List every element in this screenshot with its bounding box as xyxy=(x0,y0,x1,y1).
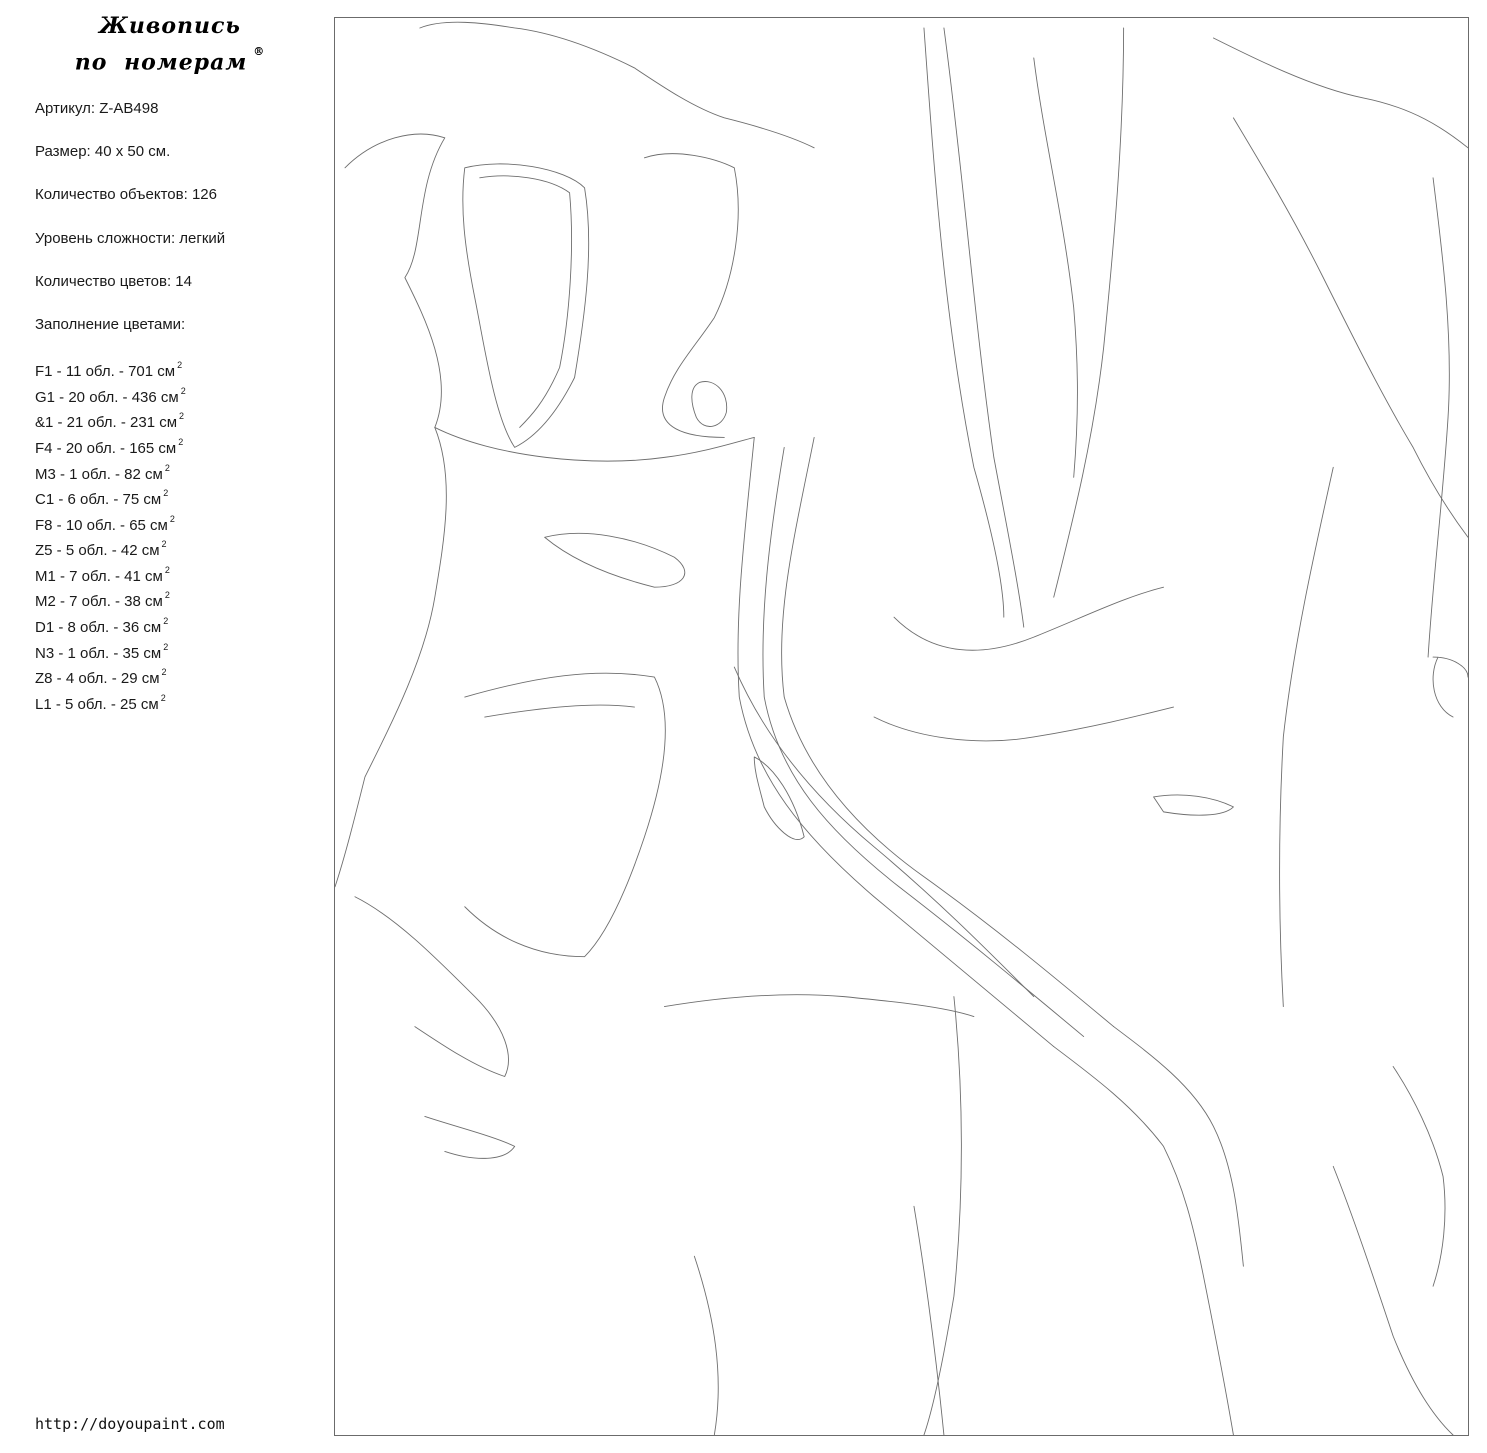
color-fill-item xyxy=(35,664,320,690)
color-fill-text: F8 - 10 обл. - 65 см xyxy=(35,516,168,534)
outline-vase-top xyxy=(420,22,814,148)
outline-leaf-right3 xyxy=(1280,467,1334,1006)
unit-superscript: 2 xyxy=(163,616,169,627)
unit-superscript: 2 xyxy=(178,436,184,447)
color-fill-item xyxy=(35,690,320,716)
outline-stem-4 xyxy=(1054,28,1124,597)
color-fill-text: L1 - 5 обл. - 25 см xyxy=(35,695,159,713)
color-count: Количество цветов: 14 xyxy=(35,272,192,290)
unit-superscript: 2 xyxy=(164,590,170,601)
unit-superscript: 2 xyxy=(177,360,183,371)
outline-leaf-right4 xyxy=(1428,178,1449,657)
color-fill-text: F4 - 20 обл. - 165 см xyxy=(35,439,177,457)
outline-speck-2 xyxy=(1154,795,1234,815)
outline-vase-left xyxy=(345,134,445,427)
outline-bottom-2 xyxy=(924,997,961,1435)
difficulty-level: Уровень сложности: легкий xyxy=(35,229,226,247)
color-fill-item xyxy=(35,639,320,665)
color-fill-item xyxy=(35,562,320,588)
outline-bottle-inner xyxy=(485,705,635,717)
unit-superscript: 2 xyxy=(160,692,166,703)
outline-oval xyxy=(692,382,727,427)
color-fill-text: F1 - 11 обл. - 701 см xyxy=(35,363,176,381)
outline-stem-1 xyxy=(924,28,1004,617)
unit-superscript: 2 xyxy=(180,385,186,396)
line-art-canvas xyxy=(334,17,1469,1436)
color-fill-item xyxy=(35,485,320,511)
unit-superscript: 2 xyxy=(163,488,169,499)
color-fill-list xyxy=(35,357,320,715)
color-fill-text: M1 - 7 обл. - 41 см xyxy=(35,567,163,585)
color-fill-item xyxy=(35,587,320,613)
object-count: Количество объектов: 126 xyxy=(35,186,217,204)
outline-flow-middle xyxy=(763,447,1084,1036)
color-fill-item xyxy=(35,460,320,486)
outline-vase-neck xyxy=(435,427,754,461)
kit-info-panel xyxy=(35,98,320,715)
outline-right-edge xyxy=(1433,657,1468,717)
canvas-size: Размер: 40 х 50 см. xyxy=(35,143,171,161)
color-fill-item xyxy=(35,357,320,383)
website-link[interactable]: http://doyoupaint.com xyxy=(35,1415,225,1433)
outline-flow-inner xyxy=(734,667,1033,997)
color-fill-item xyxy=(35,511,320,537)
unit-superscript: 2 xyxy=(164,564,170,575)
color-fill-text: C1 - 6 обл. - 75 см xyxy=(35,491,162,509)
outline-left-lower2 xyxy=(425,1116,515,1158)
outline-stem-3 xyxy=(1034,58,1078,477)
outline-flow-bottom-right xyxy=(1114,1027,1244,1267)
outline-plant-lower xyxy=(874,707,1173,741)
registered-mark: ® xyxy=(253,45,266,58)
outline-small-leaf xyxy=(545,533,685,587)
outline-flow-bottom xyxy=(1054,1047,1234,1435)
color-fill-text: &1 - 21 обл. - 231 см xyxy=(35,414,178,432)
line-art-drawing xyxy=(335,18,1468,1435)
color-fill-item xyxy=(35,434,320,460)
color-fill-text: M2 - 7 обл. - 38 см xyxy=(35,593,163,611)
unit-superscript: 2 xyxy=(169,513,175,524)
unit-superscript: 2 xyxy=(161,539,167,550)
color-fill-text: M3 - 1 обл. - 82 см xyxy=(35,465,163,483)
outline-bottom-4 xyxy=(694,1256,718,1435)
color-fill-item xyxy=(35,383,320,409)
color-fill-text: N3 - 1 обл. - 35 см xyxy=(35,644,162,662)
brand-title-line1: Живопись xyxy=(99,13,241,39)
color-fill-item xyxy=(35,408,320,434)
color-fill-item xyxy=(35,613,320,639)
outline-stem-2 xyxy=(944,28,1024,627)
unit-superscript: 2 xyxy=(163,641,169,652)
outline-cup-inner xyxy=(463,164,589,448)
outline-leaf-right2 xyxy=(1233,118,1468,537)
unit-superscript: 2 xyxy=(179,411,185,422)
color-fill-text: D1 - 8 обл. - 36 см xyxy=(35,619,162,637)
color-fill-text: Z8 - 4 обл. - 29 см xyxy=(35,670,160,688)
color-fill-text: G1 - 20 обл. - 436 см xyxy=(35,388,179,406)
article-number: Артикул: Z-AB498 xyxy=(35,100,159,117)
outline-bottom-5 xyxy=(1333,1166,1453,1435)
outline-plant-center xyxy=(894,587,1164,650)
color-fill-item xyxy=(35,536,320,562)
unit-superscript: 2 xyxy=(164,462,170,473)
unit-superscript: 2 xyxy=(161,667,167,678)
outline-vase-body-left xyxy=(335,427,446,886)
outline-bottom-1 xyxy=(664,995,973,1017)
outline-right-lower xyxy=(1393,1067,1445,1287)
outline-bottom-3 xyxy=(914,1206,944,1435)
fill-heading: Заполнение цветами: xyxy=(35,315,186,333)
brand-logo xyxy=(40,10,300,78)
brand-title-line2 xyxy=(40,42,300,78)
outline-leaf-right xyxy=(1213,38,1468,148)
brand-title-line2-text: по номерам xyxy=(74,49,248,76)
outline-left-lower xyxy=(355,897,508,1077)
color-fill-text: Z5 - 5 обл. - 42 см xyxy=(35,542,160,560)
outline-flow-left xyxy=(738,437,1054,1046)
